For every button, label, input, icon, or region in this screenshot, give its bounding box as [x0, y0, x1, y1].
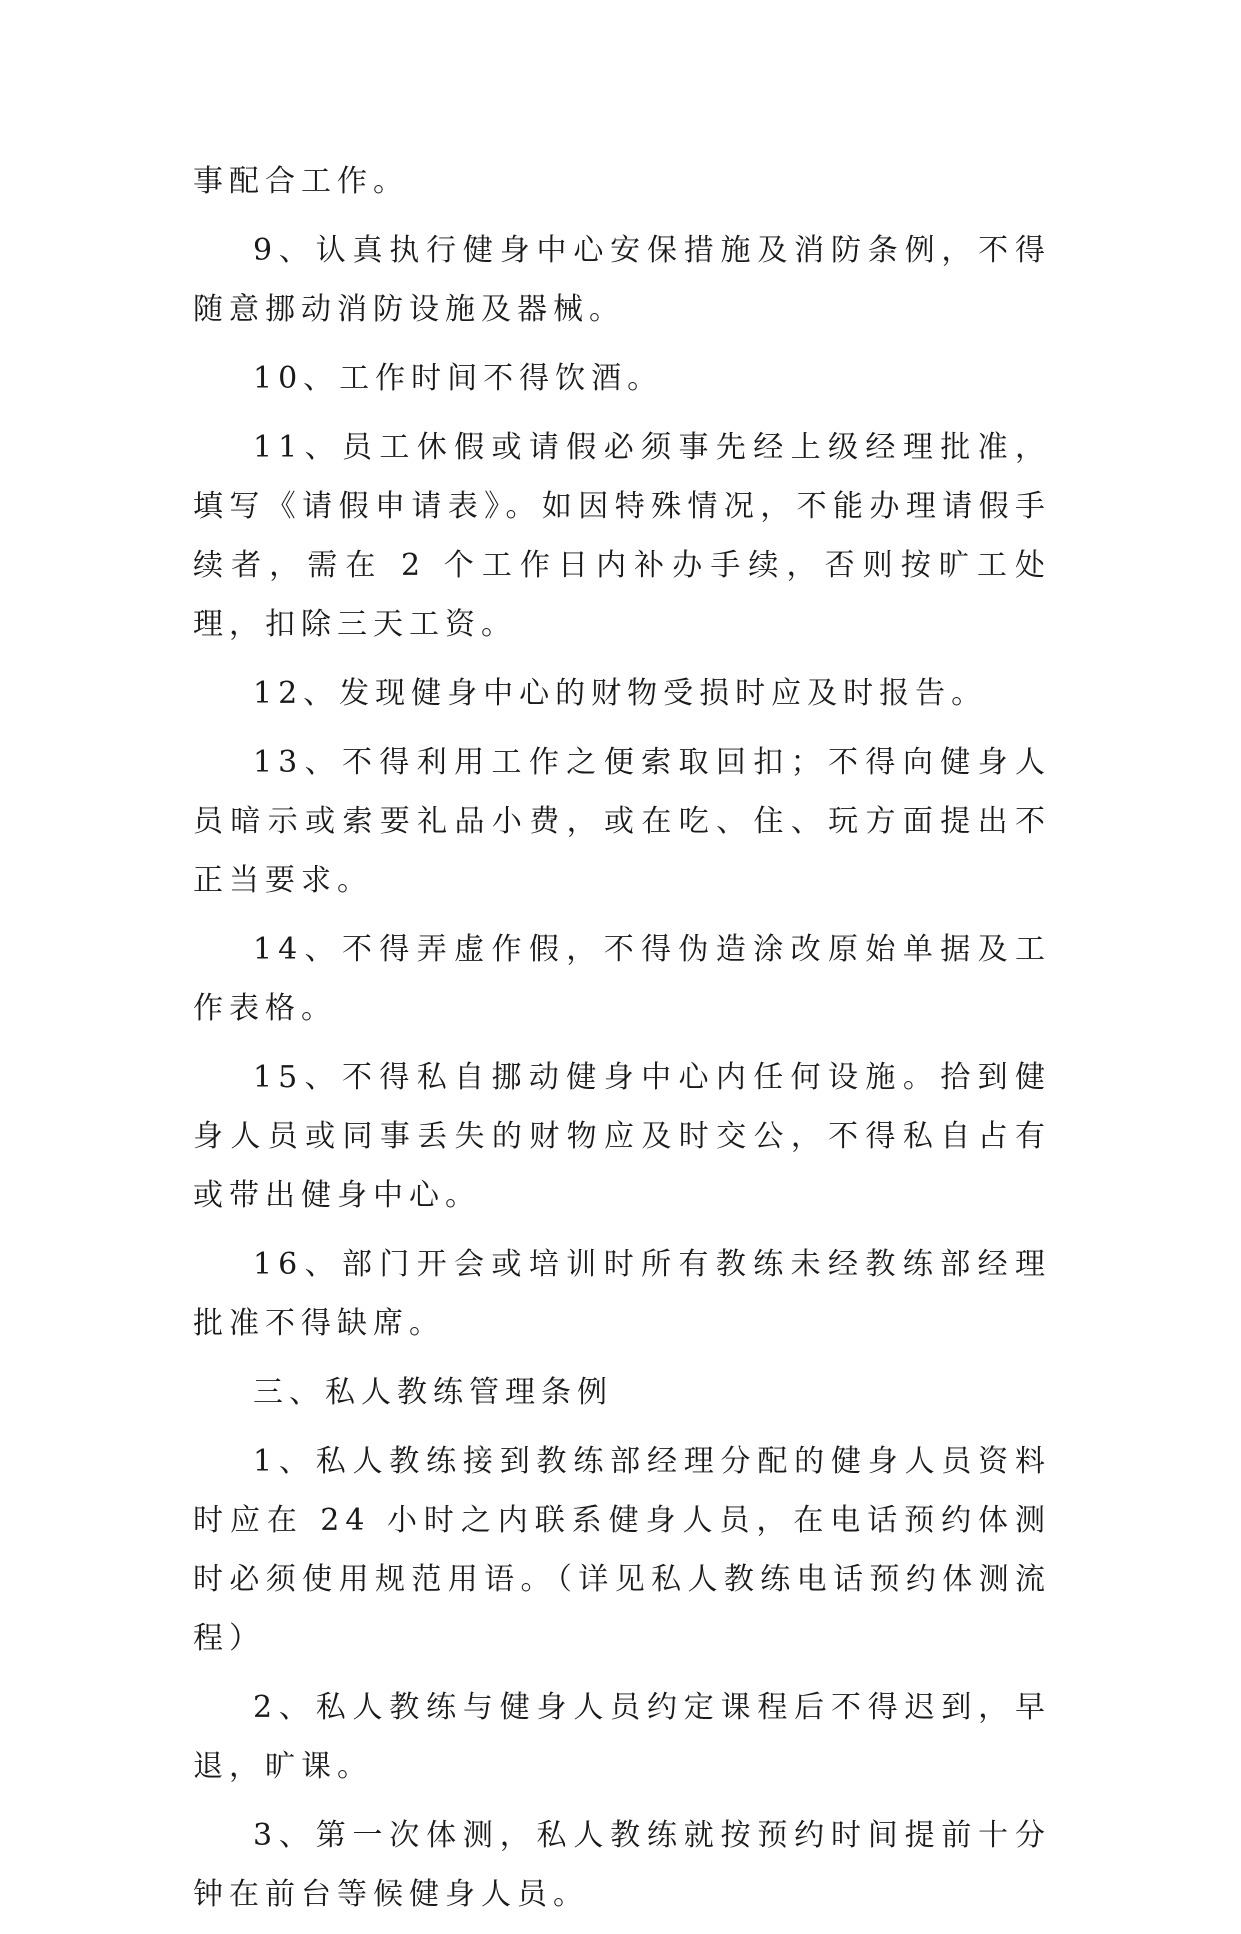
paragraph-item-15: 15、不得私自挪动健身中心内任何设施。拾到健身人员或同事丢失的财物应及时交公，不得私自占有或带出健身中心。: [193, 1060, 1051, 1213]
paragraph-item-12: 12、发现健身中心的财物受损时应及时报告。: [253, 676, 988, 711]
paragraph-rule-3: 3、第一次体测，私人教练就按预约时间提前十分钟在前台等候健身人员。: [193, 1818, 1051, 1912]
section-heading: 三、私人教练管理条例: [253, 1375, 613, 1410]
paragraph-item-16: 16、部门开会或培训时所有教练未经教练部经理批准不得缺席。: [193, 1247, 1051, 1341]
paragraph-rule-1: 1、私人教练接到教练部经理分配的健身人员资料时应在 24 小时之内联系健身人员，在电话预约体测时必须使用规范用语。（详见私人教练电话预约体测流程）: [193, 1444, 1051, 1656]
paragraph-continuation: 事配合工作。: [193, 164, 409, 199]
paragraph-item-13: 13、不得利用工作之便索取回扣；不得向健身人员暗示或索要礼品小费，或在吃、住、玩方面提出不正当要求。: [193, 745, 1051, 898]
paragraph-item-14: 14、不得弄虚作假，不得伪造涂改原始单据及工作表格。: [193, 932, 1051, 1026]
document-page: [193, 152, 1051, 1934]
paragraph-item-11: 11、员工休假或请假必须事先经上级经理批准，填写《请假申请表》。如因特殊情况，不能办理请假手续者，需在 2 个工作日内补办手续，否则按旷工处理，扣除三天工资。: [193, 430, 1051, 642]
paragraph-item-9: 9、认真执行健身中心安保措施及消防条例，不得随意挪动消防设施及器械。: [193, 233, 1051, 327]
paragraph-item-10: 10、工作时间不得饮酒。: [253, 361, 664, 396]
paragraph-rule-2: 2、私人教练与健身人员约定课程后不得迟到，早退，旷课。: [193, 1690, 1051, 1784]
